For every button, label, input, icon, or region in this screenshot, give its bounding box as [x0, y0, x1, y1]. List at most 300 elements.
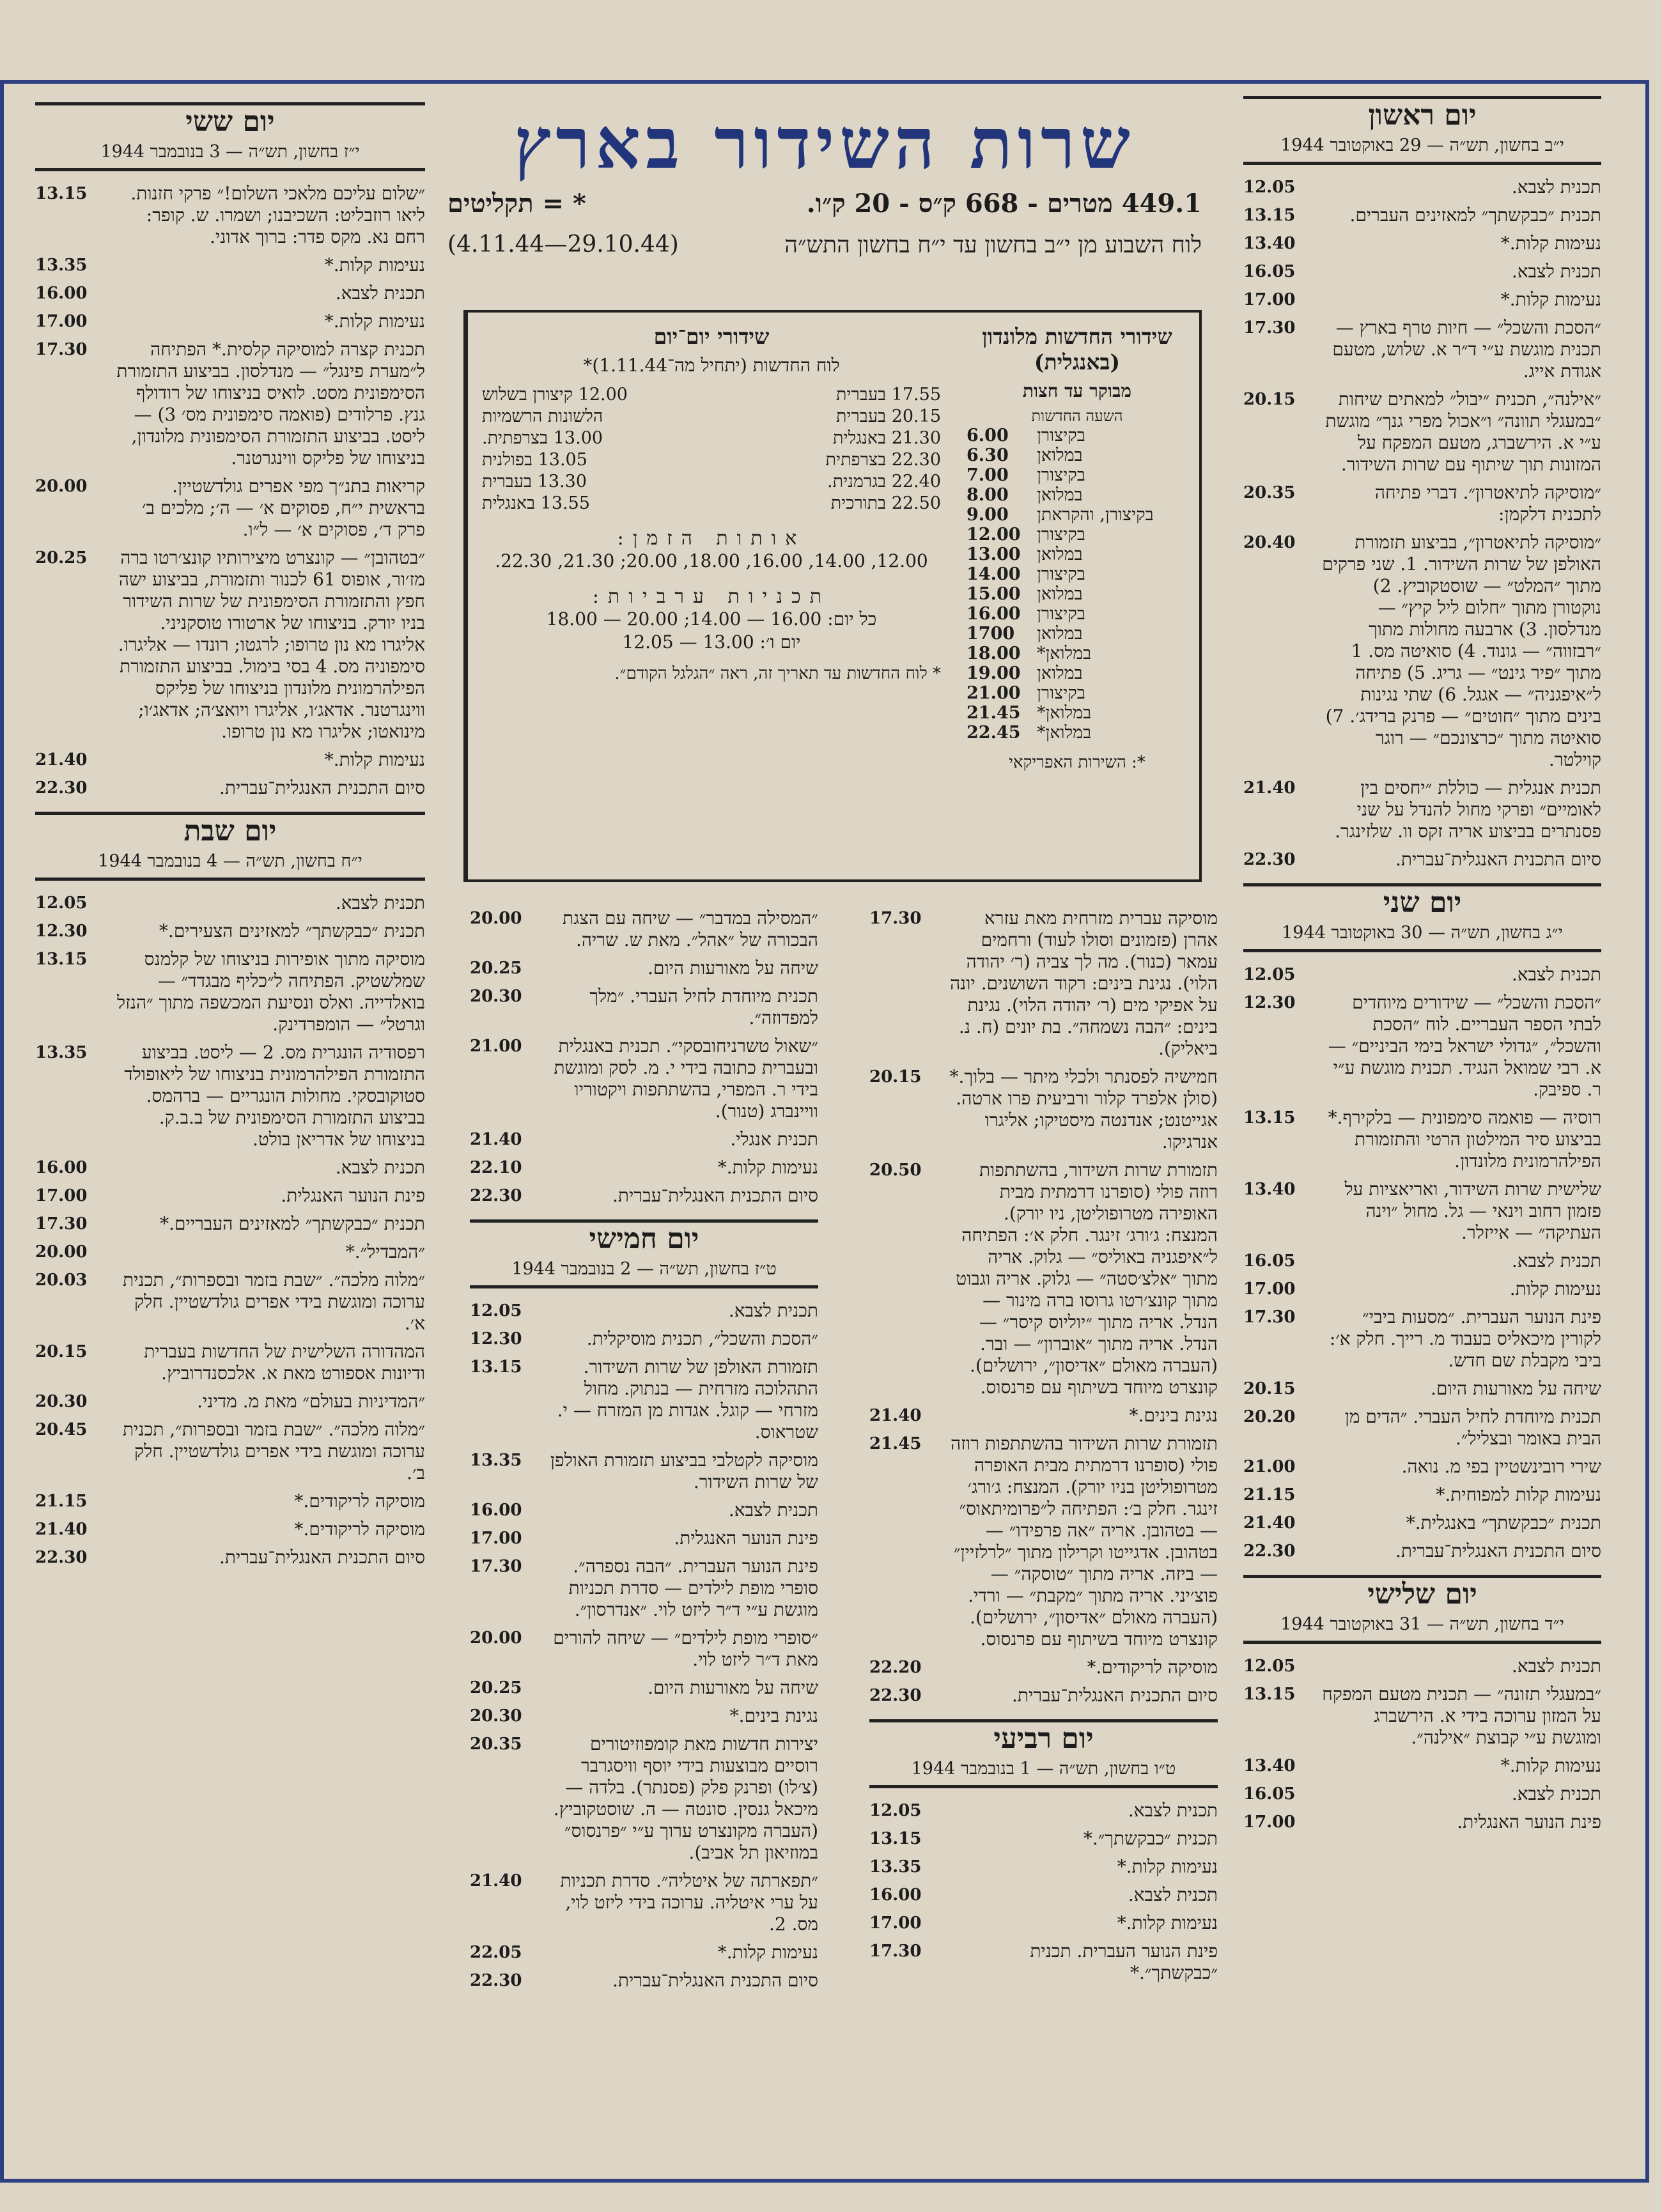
program-time: 12.05 — [1243, 178, 1296, 197]
program-description: נעימות קלות.* — [1500, 289, 1601, 310]
friday-header — [35, 105, 425, 162]
news-cell: 17.55 בעברית — [836, 385, 941, 405]
daily-title: שידורי יום־יום — [653, 324, 770, 349]
news-row — [482, 384, 941, 406]
london-time: 13.00 — [967, 545, 1021, 564]
program-time: 21.45 — [869, 1434, 922, 1453]
program-description: ״אילנה״, תכנית ״יבול״ למאתים שיחות ״במעגלי תוונה״ ו״אכול מפרי גנך״ מוגשת ע״י א. הירשברג, מטעם המפקח על המזונות תוך שיתוף עם שרות השידור. — [1325, 389, 1601, 475]
news-cell: הלשונות הרשמיות — [482, 406, 603, 426]
masthead-title: שרות השידור בארץ — [514, 102, 1135, 185]
program-time: 17.30 — [35, 1214, 88, 1234]
program-time: 22.30 — [1243, 1542, 1296, 1561]
monday-date: י״ג בחשון, תש״ה — 30 באוקטובר 1944 — [1282, 923, 1563, 943]
program-description: מוסיקה לקטלבי בביצוע תזמורת האולפן של שרות השידור. — [550, 1450, 818, 1492]
program-description: ״במעגלי תזונה״ — תכנית מטעם המפקח על המזון ערוכה בידי א. הירשברג ומוגשת ע״י קבוצת ״אילנה״. — [1322, 1683, 1601, 1748]
london-time: 7.00 — [967, 465, 1009, 485]
london-row — [967, 703, 1188, 723]
program-description: פינת הנוער העברית. ״הבה נספרה״. סופרי מופת לילדים — סדרת תכניות מוגשת ע״י ד״ר ליזט לוי. ״אנדרסון״. — [568, 1556, 818, 1620]
program-item — [1243, 1250, 1601, 1272]
thursday-program — [470, 1300, 818, 1992]
program-time: 20.15 — [35, 1342, 88, 1361]
program-time: 17.00 — [35, 312, 88, 331]
program-time: 12.30 — [35, 922, 88, 941]
program-time: 20.35 — [470, 1735, 522, 1754]
program-description: נעימות קלות. — [1509, 1278, 1601, 1299]
london-type: במלואן — [1037, 624, 1083, 644]
program-item — [1243, 1484, 1601, 1506]
program-description: תכנית לצבא. — [728, 1300, 818, 1321]
program-time: 21.00 — [1243, 1457, 1296, 1476]
program-description: נעימות קלות.* — [1117, 1912, 1218, 1933]
program-description: תזמורת שרות השידור בהשתתפות רוזה פולי (סופרנו דרמתית מבית האופרה מטרופוליטן בניו יורק). המנצח: ג׳ורג׳ זינגר. חלק ב׳: הפתיחה ל״פרומיתאוס״ — בטהובן. אריה ״אה פרפידו״ — בטהובן. אדגייטו וקרילון מתוך ״לרלזיין״ — ביזה. אריה מתוך ״טוסקה״ — פוצ׳יני. אריה מתוך ״מקבת״ — ורדי. (העברה מאולם ״אדיסון״, ירושלים). קונצרט מיוחד בשיתוף עם פרנסוס. — [951, 1433, 1218, 1650]
program-description: ״הסכת והשכל״, תכנית מוסיקלית. — [586, 1328, 818, 1349]
news-cell: 22.30 בצרפתית — [825, 450, 941, 470]
thursday-cont-program — [470, 908, 818, 1207]
program-time: 16.00 — [470, 1501, 522, 1520]
program-item — [35, 1341, 425, 1384]
program-item — [869, 1800, 1218, 1821]
program-item — [35, 1547, 425, 1568]
program-item — [470, 1556, 818, 1621]
program-time: 13.15 — [1243, 1108, 1296, 1127]
program-item — [35, 282, 425, 304]
program-time: 17.00 — [1243, 1813, 1296, 1832]
program-time: 13.40 — [1243, 234, 1296, 253]
program-description: רוסיה — פואמה סימפונית — בלקירף.* בביצוע סיר המילטון הרטי והתזמורת הפילהרמונית מלונדון. — [1328, 1107, 1601, 1172]
news-cell: 13.30 בעברית — [482, 472, 587, 491]
program-description: פינת הנוער העברית. תכנית ״כבקשתך״.* — [1030, 1940, 1218, 1983]
london-time: 8.00 — [967, 485, 1009, 505]
program-item — [869, 1685, 1218, 1706]
program-time: 20.15 — [869, 1067, 922, 1087]
london-time: 18.00 — [967, 644, 1021, 663]
london-time: 19.00 — [967, 663, 1021, 683]
program-time: 12.05 — [1243, 965, 1296, 984]
program-description: תכנית ״כבקשתך״ למאזינים העבריים.* — [160, 1213, 425, 1234]
friday-date: י״ז בחשון, תש״ה — 3 בנובמבר 1944 — [100, 142, 360, 162]
program-description: נעימות קלות למפוחית.* — [1436, 1484, 1601, 1505]
program-time: 13.15 — [35, 184, 88, 203]
sunday-header — [1243, 99, 1601, 155]
program-description: ״מוסיקה לתיאטרון״. דברי פתיחה לתכנית דלקמן: — [1374, 482, 1601, 525]
wednesday-date: ט״ו בחשון, תש״ה — 1 בנובמבר 1944 — [911, 1759, 1176, 1779]
london-row — [967, 485, 1188, 505]
program-time: 21.15 — [1243, 1485, 1296, 1504]
monday-header — [1243, 886, 1601, 943]
program-time: 20.20 — [1243, 1407, 1296, 1427]
program-time: 17.00 — [1243, 1280, 1296, 1299]
program-description: נגינת בינים.* — [1129, 1405, 1218, 1426]
program-description: תכנית לצבא. — [1511, 176, 1601, 197]
program-item — [35, 948, 425, 1035]
program-description: ״שלום עליכם מלאכי השלום!״ פרקי חזנות. ליאו רוזבליט: השכיבנו; ושמרו. ש. קופר: רחם נא. מקס פדר: ברוך אדוני. — [130, 183, 425, 247]
program-item — [470, 1627, 818, 1671]
daily-footnote: * לוח החדשות עד תאריך זה, ראה ״הגלגל הקודם״. — [614, 664, 941, 683]
program-description: תכנית לצבא. — [1128, 1800, 1218, 1821]
arabic-line-1: כל יום: 16.00 — 14.00; 20.00 — 18.00 — [546, 608, 877, 630]
london-news — [955, 313, 1199, 879]
program-item — [869, 1940, 1218, 1984]
program-time: 13.35 — [869, 1857, 922, 1876]
program-time: 13.15 — [869, 1829, 922, 1848]
program-description: נעימות קלות.* — [324, 254, 425, 275]
program-time: 20.00 — [470, 909, 522, 928]
program-item — [35, 476, 425, 541]
saturday-date: י״ח בחשון, תש״ה — 4 בנובמבר 1944 — [98, 851, 362, 871]
program-time: 21.40 — [35, 750, 88, 770]
frequencies: 449.1 מטרים - 668 ק״ס - 20 ק״ו. — [806, 189, 1202, 219]
program-description: תכנית אנגלי. — [730, 1129, 818, 1150]
program-description: ״מלוה מלכה״. ״שבת בזמר ובספרות״, תכנית ערוכה ומוגשת בידי אפרים גולדשטיין. חלק א׳. — [123, 1269, 425, 1334]
program-description: נעימות קלות.* — [717, 1157, 818, 1178]
london-type: במלואן — [1037, 485, 1083, 505]
program-time: 13.15 — [470, 1357, 522, 1377]
program-time: 13.35 — [470, 1451, 522, 1470]
london-time: 21.00 — [967, 683, 1021, 703]
london-rows — [967, 426, 1188, 743]
london-time: 22.45 — [967, 723, 1021, 743]
news-cell: 13.00 בצרפתית. — [482, 428, 603, 448]
program-time: 17.30 — [35, 340, 88, 359]
program-item — [1243, 176, 1601, 198]
program-time: 20.50 — [869, 1161, 922, 1180]
program-time: 21.40 — [869, 1406, 922, 1425]
program-item — [869, 1066, 1218, 1153]
london-row — [967, 525, 1188, 545]
wednesday-header — [869, 1722, 1218, 1779]
sunday-date: י״ב בחשון, תש״ה — 29 באוקטובר 1944 — [1280, 135, 1564, 155]
week-dates: (29.10.44—4.11.44) — [447, 231, 679, 258]
program-item — [1243, 1512, 1601, 1534]
program-item — [1243, 1306, 1601, 1372]
program-description: פינת הנוער האנגלית. — [674, 1528, 818, 1549]
london-sub: מבוקר עד חצות — [1022, 380, 1132, 401]
program-description: נעימות קלות.* — [1117, 1856, 1218, 1877]
london-type: בקיצורן — [1037, 564, 1085, 584]
program-item — [1243, 1378, 1601, 1400]
london-row — [967, 564, 1188, 584]
program-description: תכנית מיוחדת לחיל העברי. ״הדים מן הבית באומר ובצליל״. — [1344, 1406, 1601, 1449]
program-description: נעימות קלות.* — [717, 1942, 818, 1963]
london-row — [967, 584, 1188, 604]
program-time: 13.35 — [35, 256, 88, 275]
program-item — [1243, 1811, 1601, 1833]
program-item — [1243, 261, 1601, 282]
program-item — [470, 957, 818, 979]
program-time: 20.15 — [1243, 390, 1296, 409]
london-footnote: *: השירות האפריקאי — [1009, 753, 1146, 772]
london-type: בקיצורן — [1037, 683, 1085, 703]
program-item — [1243, 482, 1601, 525]
program-description: ״מלוה מלכה״. ״שבת בזמר ובספרות״, תכנית ערוכה ומוגשת בידי אפרים גולדשטיין. חלק ב׳. — [123, 1419, 425, 1483]
program-item — [35, 1157, 425, 1179]
program-time: 20.40 — [1243, 533, 1296, 552]
program-time: 20.00 — [35, 477, 88, 496]
program-item — [470, 1356, 818, 1443]
program-description: שיחה על מאורעות היום. — [648, 1677, 818, 1698]
news-row — [482, 428, 941, 449]
london-type: במלואן — [1037, 663, 1083, 683]
program-description: ״בטהובן״ — קונצרט מיצירותיו קונצ׳רטו ברה מז׳ור, אופוס 61 לכנור ותזמורת, בביצוע ישה חפץ והתזמורת הסימפונית של שרות השידור בניו יורק. בניצוחו של ארטורו טוסקניני. אליגרו מא נון טרופו; לרגטו; רונדו — אליגרו. סימפוניה מס. 4 בסי בימול. בביצוע התזמורת הפילהרמונית מלונדון בניצוחו של פליקס ווינגרטנר. אדאג׳ו, אליגרו ויואצ׳ה; אדאג׳ו; מינואטו; אליגרו מא נון טרופו. — [118, 547, 425, 742]
program-time: 13.15 — [1243, 206, 1296, 225]
london-type: בקיצורן, והקראתן — [1037, 505, 1154, 525]
program-time: 22.30 — [35, 1548, 88, 1567]
program-item — [869, 1912, 1218, 1934]
london-row — [967, 624, 1188, 644]
london-row — [967, 644, 1188, 663]
program-time: 21.40 — [1243, 778, 1296, 798]
program-item — [470, 986, 818, 1029]
program-time: 16.00 — [35, 284, 88, 303]
program-item — [869, 908, 1218, 1060]
program-item — [1243, 1655, 1601, 1677]
program-time: 17.30 — [1243, 1308, 1296, 1327]
program-description: ״סופרי מופת לילדים״ — שיחה להורים מאת ד״ר ליזט לוי. — [553, 1627, 818, 1670]
program-description: מוסיקה עברית מזרחית מאת עזרא אהרן (פזמונים וסולו לעוד) ורחמים עמאר (כנור). מה לך צביה (ר׳ יהודה הלוי). נגינת בינים: רקוד השושנים. יונה על אפיקי מים (ר׳ יהודה הלוי). נגינת בינים: ״הבה נשמחה״. בת יונים (ח. נ. ביאליק). — [950, 908, 1218, 1059]
program-item — [470, 1129, 818, 1150]
program-description: ״מוסיקה לתיאטרון״, בביצוע תזמורת האולפן של שרות השידור. 1. שני פרקים מתוך ״המלט״ — שוסטקוביץ. 2) נוקטורן מתוך ״חלום ליל קיץ״ — מנדלסון. 3) ארבעה מחולות מתוך ״רבזווה״ — גונוד. 4) סואיטה מס. 1 מתוך ״פיר גינט״ — גריג. 5) פתיחה ל״איפגניה״ — אגגל. 6) שתי נגינות בינים מתוך ״חוטים״ — פרנק ברידג׳. 7) סואיטה מתוך ״כרצונכם״ — רוגר קוילטר. — [1322, 532, 1601, 770]
program-description: נגינת בינים.* — [729, 1705, 818, 1726]
london-row — [967, 683, 1188, 703]
program-time: 17.00 — [1243, 290, 1296, 309]
news-cell: 21.30 באנגלית — [833, 428, 941, 448]
program-time: 20.25 — [470, 1678, 522, 1698]
london-type: בקיצורן — [1037, 604, 1085, 624]
program-time: 20.25 — [470, 959, 522, 978]
program-time: 16.05 — [1243, 1251, 1296, 1271]
program-description: סיום התכנית האנגלית־עברית. — [612, 1970, 818, 1991]
tuesday-date: י״ד בחשון, תש״ה — 31 באוקטובר 1944 — [1280, 1614, 1564, 1634]
program-description: תכנית לצבא. — [335, 892, 425, 913]
program-item — [1243, 1107, 1601, 1172]
program-item — [869, 1405, 1218, 1427]
london-time: 21.45 — [967, 703, 1021, 723]
news-cell: 13.55 באנגלית — [482, 493, 590, 513]
thursday-title: יום חמישי — [589, 1223, 699, 1255]
program-time: 13.40 — [1243, 1180, 1296, 1199]
program-item — [470, 1157, 818, 1179]
program-time: 17.30 — [869, 909, 922, 928]
program-item — [35, 254, 425, 276]
program-description: מוסיקה לריקודים.* — [1087, 1657, 1218, 1678]
program-description: תכנית קצרה למוסיקה קלסית.* הפתיחה ל״מערת פינגל״ — מנדלסון. בביצוע התזמורת הסימפונית מסט. לואיס בניצוחו של רודולף גנץ. פרלודים (פואמה סימפונית מס׳ 3) — ליסט. בביצוע התזמורת הסימפונית מלונדון, בניצוחו של פליקס ווינגרטנר. — [116, 339, 425, 468]
news-row — [482, 471, 941, 493]
program-time: 22.30 — [869, 1686, 922, 1705]
program-time: 12.05 — [1243, 1657, 1296, 1676]
program-description: תכנית ״כבקשתך״ למאזינים העברים. — [1349, 205, 1601, 226]
program-item — [1243, 1406, 1601, 1450]
program-item — [35, 339, 425, 469]
london-row — [967, 545, 1188, 564]
program-item — [869, 1884, 1218, 1906]
news-cell: 12.00 קיצורן בשלוש — [482, 385, 628, 405]
program-item — [35, 1391, 425, 1412]
program-item — [35, 1241, 425, 1263]
london-time: 14.00 — [967, 564, 1021, 584]
london-row — [967, 663, 1188, 683]
program-description: פינת הנוער האנגלית. — [281, 1185, 425, 1206]
program-time: 16.05 — [1243, 262, 1296, 281]
saturday-title: יום שבת — [183, 815, 277, 847]
program-time: 20.00 — [35, 1242, 88, 1262]
program-description: רפסודיה הונגרית מס. 2 — ליסט. בביצוע התזמורת הפילהרמונית בניצוחו של ליאופולד סטוקובסקי. מחולות הונגריים — ברהמס. בביצוע התזמורת הסימפונית של ב.ב.ק. בניצוחו של אדריאן בולט. — [124, 1042, 425, 1150]
program-item — [1243, 1755, 1601, 1777]
time-signals: 12.00, 14.00, 16.00, 18.00, 20.00; 21.30, 22.30. — [495, 550, 928, 571]
program-description: נעימות קלות.* — [1500, 1755, 1601, 1776]
program-item — [470, 1733, 818, 1864]
program-time: 20.30 — [470, 1706, 522, 1726]
saturday-program — [35, 892, 425, 1568]
thursday-header — [470, 1223, 818, 1279]
program-item — [869, 1159, 1218, 1398]
program-time: 22.30 — [1243, 850, 1296, 869]
program-description: תכנית לצבא. — [335, 1157, 425, 1178]
program-item — [470, 1870, 818, 1935]
news-row — [482, 406, 941, 428]
program-description: תכנית לצבא. — [1511, 1250, 1601, 1271]
program-description: סיום התכנית האנגלית־עברית. — [1395, 849, 1601, 870]
thursday-date: ט״ז בחשון, תש״ה — 2 בנובמבר 1944 — [511, 1259, 777, 1279]
news-cell: 22.40 בגרמנית. — [827, 472, 941, 491]
program-item — [869, 1433, 1218, 1650]
program-item — [1243, 777, 1601, 842]
london-type: בקיצורן — [1037, 465, 1085, 485]
sunday-program — [1243, 176, 1601, 870]
london-row — [967, 465, 1188, 485]
program-time: 20.35 — [1243, 483, 1296, 502]
program-description: פינת הנוער העברית. ״מסעות ביבי״ לקורין מיכאליס בעבוד מ. רייך. חלק א׳: ביבי מקבלת שם חדש. — [1329, 1306, 1601, 1371]
column-sun-mon-tue — [1243, 96, 1601, 1839]
tuesday-title: יום שלישי — [1367, 1578, 1477, 1611]
program-item — [470, 1705, 818, 1727]
program-description: מוסיקה לריקודים.* — [294, 1490, 425, 1512]
program-item — [35, 1519, 425, 1540]
program-time: 20.25 — [35, 548, 88, 568]
program-time: 22.20 — [869, 1658, 922, 1677]
program-time: 13.15 — [1243, 1685, 1296, 1704]
london-type: במלואן* — [1037, 723, 1092, 743]
program-description: תכנית לצבא. — [1511, 1783, 1601, 1804]
program-item — [35, 1213, 425, 1235]
program-item — [1243, 389, 1601, 476]
program-description: תכנית לצבא. — [728, 1499, 818, 1520]
london-time: 12.00 — [967, 525, 1021, 545]
london-type: במלואן — [1037, 445, 1083, 465]
time-signals-title: אותות הזמן: — [617, 527, 806, 550]
london-type: במלואן — [1037, 584, 1083, 604]
program-item — [470, 1970, 818, 1992]
program-item — [470, 908, 818, 951]
program-item — [869, 1856, 1218, 1878]
news-row — [482, 449, 941, 471]
program-description: חמישיה לפסנתר ולכלי מיתר — בלוך.* (סולן אלפרד קלור ורביעית פרו ארטה. אגייטנט; אנדנטה מיסטיקו; אליגרו אנרגיקו. — [949, 1066, 1218, 1152]
program-description: תכנית לצבא. — [1511, 1655, 1601, 1676]
program-time: 22.30 — [35, 778, 88, 798]
program-item — [470, 1677, 818, 1699]
program-item — [1243, 317, 1601, 382]
news-subtitle: לוח החדשות (יתחיל מה־1.11.44)* — [583, 355, 840, 376]
program-description: תכנית לצבא. — [1511, 261, 1601, 282]
program-description: ״הסכת והשכל״ — חיות טרף בארץ — תכנית מוגשת ע״י ד״ר א. שלוש, מטעם אגודת אייג. — [1332, 317, 1601, 382]
program-time: 21.40 — [35, 1520, 88, 1539]
tuesday-program — [1243, 1655, 1601, 1833]
program-time: 17.30 — [869, 1942, 922, 1961]
program-item — [470, 1185, 818, 1207]
program-item — [470, 1300, 818, 1322]
daily-broadcasts — [466, 313, 955, 879]
program-time: 21.15 — [35, 1492, 88, 1511]
wednesday-program — [869, 1800, 1218, 1984]
program-time: 21.40 — [1243, 1513, 1296, 1533]
program-item — [1243, 205, 1601, 226]
program-item — [470, 1450, 818, 1493]
column-wednesday — [869, 908, 1218, 1990]
program-item — [35, 777, 425, 799]
program-time: 12.05 — [35, 893, 88, 913]
arabic-title: תכניות ערביות: — [592, 585, 831, 608]
program-item — [35, 183, 425, 248]
tuesday-header — [1243, 1578, 1601, 1634]
program-item — [470, 1035, 818, 1122]
program-time: 12.05 — [869, 1801, 922, 1820]
london-type: במלואן* — [1037, 644, 1092, 663]
program-time: 21.40 — [470, 1130, 522, 1149]
program-item — [1243, 532, 1601, 771]
london-type: בקיצורן — [1037, 525, 1085, 545]
program-description: ״הסכת והשכל״ — שידורים מיוחדים לבתי הספר העבריים. לוח ״הסכת והשכל״, ״גדולי ישראל בימי הביניים״ — א. רבי שמואל הנגיד. תכנית מוגשת ע״י ר. ספיבק. — [1328, 992, 1601, 1100]
london-row — [967, 604, 1188, 624]
program-description: סיום התכנית האנגלית־עברית. — [1012, 1685, 1218, 1706]
program-item — [470, 1499, 818, 1521]
program-item — [35, 547, 425, 743]
program-time: 20.45 — [35, 1420, 88, 1439]
program-description: מוסיקה מתוך אופירות בניצוחו של קלמנס שמלשטיק. הפתיחה ל״כליף מבגדד״ — בואלדייה. ואלס ונסיעת המכשפה מתוך ״הנזל וגרטל״ — הומפרדינק. — [116, 948, 425, 1035]
program-description: נעימות קלות.* — [324, 749, 425, 770]
program-item — [35, 892, 425, 914]
london-time: 1700 — [967, 624, 1015, 644]
london-time: 16.00 — [967, 604, 1021, 624]
program-time: 16.00 — [35, 1158, 88, 1177]
program-item — [1243, 1456, 1601, 1478]
program-description: קריאות בתנ״ך מפי אפרים גולדשטיין. בראשית י״ח, פסוקים א׳ — ה׳; מלכים ב׳ פרק ד׳, פסוקים א׳ — ל״ו. — [141, 476, 425, 540]
program-description: שירי רובינשטיין בפי מ. נואה. — [1401, 1456, 1601, 1477]
program-time: 22.30 — [470, 1186, 522, 1205]
program-description: תכנית ״כבקשתך״.* — [1083, 1828, 1218, 1849]
program-description: פינת הנוער האנגלית. — [1457, 1811, 1601, 1832]
program-time: 16.05 — [1243, 1784, 1296, 1804]
program-time: 12.30 — [1243, 993, 1296, 1012]
program-time: 22.30 — [470, 1971, 522, 1990]
program-item — [35, 1042, 425, 1150]
monday-program — [1243, 964, 1601, 1562]
london-time: 6.00 — [967, 426, 1009, 445]
london-time: 15.00 — [967, 584, 1021, 604]
program-item — [869, 1657, 1218, 1678]
program-time: 17.30 — [1243, 318, 1296, 337]
monday-title: יום שני — [1383, 886, 1462, 919]
records-legend: * = תקליטים — [447, 189, 586, 219]
program-time: 22.10 — [470, 1158, 522, 1177]
program-item — [470, 1328, 818, 1350]
program-item — [1243, 1179, 1601, 1244]
friday-program — [35, 183, 425, 799]
program-time: 22.05 — [470, 1943, 522, 1962]
program-time: 13.35 — [35, 1043, 88, 1062]
news-cell: 20.15 בעברית — [836, 406, 941, 426]
program-item — [1243, 1540, 1601, 1562]
program-description: סיום התכנית האנגלית־עברית. — [219, 1547, 425, 1568]
program-description: תכנית לצבא. — [335, 282, 425, 304]
